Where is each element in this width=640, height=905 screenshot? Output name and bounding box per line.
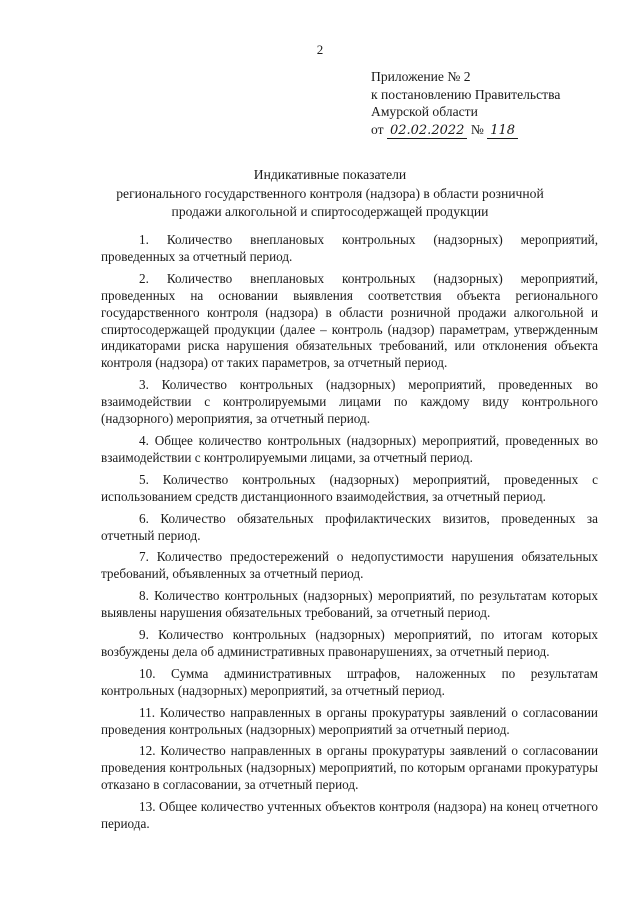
indicator-item: 10. Сумма административных штрафов, наложенных по результатам контрольных (надзорных) мероприятий, за отчетный период. (101, 665, 598, 698)
appendix-title: Приложение № 2 (371, 69, 471, 84)
indicator-item: 5. Количество контрольных (надзорных) мероприятий, проведенных с использованием средств дистанционного взаимодействия, за отчетный период. (101, 471, 598, 504)
title-line-3: продажи алкогольной и спиртосодержащей продукции (171, 204, 489, 219)
number-sign: № (470, 121, 484, 137)
indicator-item: 7. Количество предостережений о недопустимости нарушения обязательных требований, объявленных за отчетный период. (101, 549, 598, 582)
indicator-list (101, 232, 598, 838)
indicator-item: 9. Количество контрольных (надзорных) мероприятий, по итогам которых возбуждены дела об административных правонарушениях, за отчетный период. (101, 627, 598, 659)
title-line-2: регионального государственного контроля (надзора) в области розничной (116, 185, 544, 201)
document-title (60, 166, 600, 222)
indicator-item: 12. Количество направленных в органы прокуратуры заявлений о согласовании проведения контрольных (надзорных) мероприятий, по которым органами прокуратуры отказано в согласовании, за отчетный период. (101, 743, 598, 793)
appendix-reference: к постановлению Правительства (371, 86, 561, 102)
appendix-region: Амурской области (371, 104, 478, 119)
page-number: 2 (316, 42, 324, 57)
indicator-item: 13. Общее количество учтенных объектов контроля (надзора) на конец отчетного периода. (101, 799, 598, 832)
indicator-item: 8. Количество контрольных (надзорных) мероприятий, по результатам которых выявлены нарушения обязательных требований, за отчетный период. (101, 588, 598, 621)
title-line-1: Индикативные показатели (253, 167, 407, 182)
indicator-item: 11. Количество направленных в органы прокуратуры заявлений о согласовании проведения контрольных (надзорных) мероприятий за отчетный период. (101, 704, 598, 737)
date-prefix: от (371, 121, 384, 137)
handwritten-number: 118 (487, 124, 518, 139)
indicator-item: 4. Общее количество контрольных (надзорных) мероприятий, проведенных во взаимодействии с контролируемыми лицами, за отчетный период. (101, 432, 598, 465)
indicator-item: 3. Количество контрольных (надзорных) мероприятий, проведенных во взаимодействии с контролируемыми лицами по каждому виду контрольного (надзорного) мероприятия, за отчетный период. (101, 377, 598, 427)
indicator-item: 6. Количество обязательных профилактических визитов, проведенных за отчетный период. (101, 510, 598, 543)
appendix-date-line (371, 121, 560, 139)
appendix-header (371, 68, 560, 139)
indicator-item: 2. Количество внеплановых контрольных (надзорных) мероприятий, проведенных на основании выявления соответствия объекта регионального государственного контроля (надзора) в области розничной продажи алкогольной и спиртосодержащей продукции (далее – контроль (надзор) параметрам, утвержденным индикаторами риска нарушения обязательных требований, или отклонения объекта контроля (надзора) от таких параметров, за отчетный период. (101, 270, 598, 371)
indicator-item: 1. Количество внеплановых контрольных (надзорных) мероприятий, проведенных за отчетный период. (101, 232, 598, 264)
handwritten-date: 02.02.2022 (387, 124, 467, 139)
